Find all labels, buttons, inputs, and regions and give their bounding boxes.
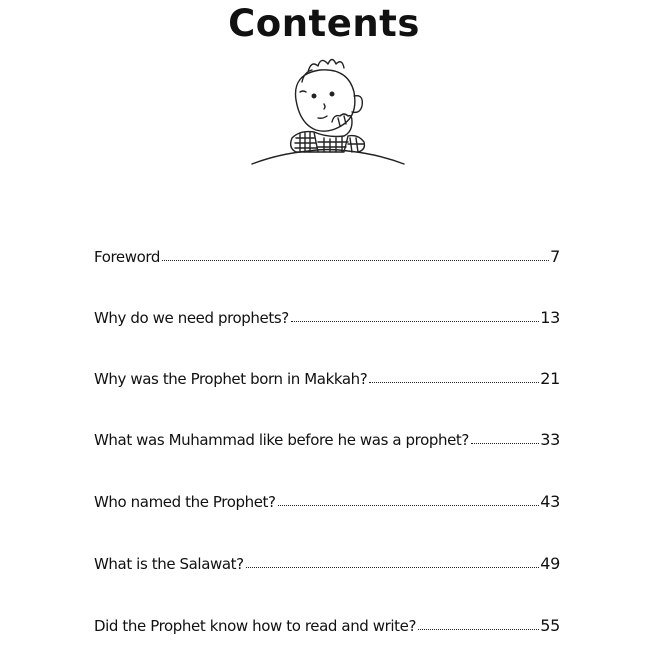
toc-entry-page: 55 — [540, 616, 560, 635]
toc-entry-title: Foreword — [94, 248, 161, 266]
toc-entry-title: What was Muhammad like before he was a prophet? — [94, 431, 469, 449]
toc-entry-read-write — [94, 607, 560, 635]
toc-entry-page: 33 — [540, 430, 560, 449]
toc-entry-page: 13 — [540, 308, 560, 327]
toc-entry-page: 43 — [540, 492, 560, 511]
dot-leader — [369, 381, 539, 383]
dot-leader — [291, 320, 539, 322]
dot-leader — [162, 259, 549, 261]
dot-leader — [418, 628, 539, 630]
toc-entry-who-named — [94, 483, 560, 511]
dot-leader — [278, 504, 540, 506]
toc-entry-title: Why do we need prophets? — [94, 309, 289, 327]
toc-entry-title: Why was the Prophet born in Makkah? — [94, 370, 368, 388]
toc-entry-salawat — [94, 545, 560, 573]
dot-leader — [246, 566, 540, 568]
page-title: Contents — [228, 2, 420, 45]
thinking-boy-icon — [248, 52, 408, 170]
toc-entry-page: 7 — [550, 247, 560, 266]
toc-entry-title: Who named the Prophet? — [94, 493, 276, 511]
toc-entry-foreword — [94, 238, 560, 266]
toc-entry-page: 49 — [540, 554, 560, 573]
toc-entry-title: What is the Salawat? — [94, 555, 244, 573]
toc-entry-why-prophets — [94, 299, 560, 327]
toc-entry-page: 21 — [540, 369, 560, 388]
dot-leader — [471, 442, 539, 444]
toc-entry-title: Did the Prophet know how to read and write? — [94, 617, 417, 635]
toc-entry-born-in-makkah — [94, 360, 560, 388]
toc-entry-muhammad-before — [94, 421, 560, 449]
